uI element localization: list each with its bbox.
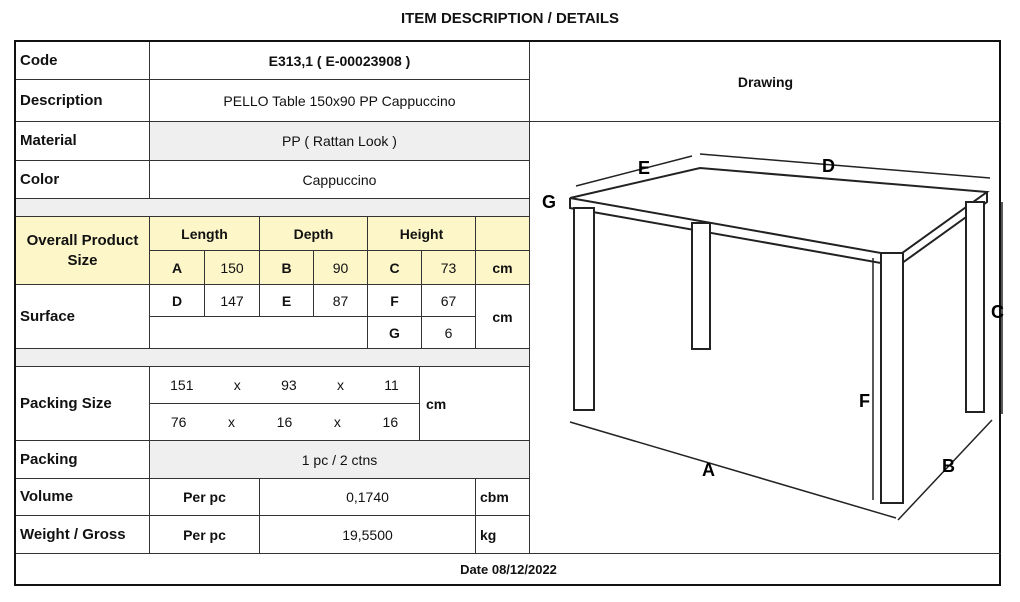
packing-row2-x2: x — [333, 414, 341, 430]
drawing-label-a: A — [702, 460, 715, 480]
overall-size-label-line2: Size — [67, 251, 98, 269]
weight-unit: kg — [476, 516, 530, 554]
drawing-label-f: F — [859, 391, 870, 411]
drawing-label-b: B — [942, 456, 955, 476]
dim-c-value: 73 — [422, 251, 476, 285]
height-header: Height — [368, 217, 476, 251]
dim-e-value: 87 — [314, 285, 368, 317]
packing-value: 1 pc / 2 ctns — [150, 441, 530, 479]
weight-per: Per pc — [150, 516, 260, 554]
dim-a-value: 150 — [205, 251, 260, 285]
description-label: Description — [16, 80, 150, 122]
packing-size-row-2 — [150, 404, 420, 441]
surface-label: Surface — [16, 285, 150, 349]
packing-label: Packing — [16, 441, 150, 479]
dim-c-label: C — [368, 251, 422, 285]
dim-g-value: 6 — [422, 317, 476, 349]
packing-size-label: Packing Size — [16, 367, 150, 441]
drawing-label-c: C — [991, 302, 1004, 322]
packing-row2-v1: 76 — [170, 414, 187, 430]
packing-size-unit: cm — [420, 367, 530, 441]
volume-label: Volume — [16, 479, 150, 516]
dim-b-value: 90 — [314, 251, 368, 285]
code-label: Code — [16, 42, 150, 80]
packing-row1-v1: 151 — [170, 377, 194, 393]
depth-header: Depth — [260, 217, 368, 251]
volume-unit: cbm — [476, 479, 530, 516]
drawing-label-e: E — [638, 158, 651, 178]
color-label: Color — [16, 161, 150, 199]
table-drawing — [530, 122, 1004, 554]
dim-f-label: F — [368, 285, 422, 317]
drawing-header: Drawing — [530, 42, 1001, 122]
packing-row2-v2: 16 — [276, 414, 293, 430]
dim-a-label: A — [150, 251, 205, 285]
date: Date 08/12/2022 — [460, 562, 557, 577]
dim-d-value: 147 — [205, 285, 260, 317]
page-title: ITEM DESCRIPTION / DETAILS — [400, 10, 620, 27]
weight-value: 19,5500 — [260, 516, 476, 554]
length-header: Length — [150, 217, 260, 251]
drawing-area — [530, 122, 1004, 554]
separator — [16, 349, 530, 367]
unit-header-blank — [476, 217, 530, 251]
code-value: E313,1 ( E-00023908 ) — [150, 42, 530, 80]
weight-label: Weight / Gross — [16, 516, 150, 554]
color-value: Cappuccino — [150, 161, 530, 199]
volume-value: 0,1740 — [260, 479, 476, 516]
packing-row2-v3: 16 — [382, 414, 399, 430]
dim-f-value: 67 — [422, 285, 476, 317]
separator — [16, 199, 530, 217]
material-label: Material — [16, 122, 150, 161]
dim-d-label: D — [150, 285, 205, 317]
details-table — [14, 40, 1004, 586]
drawing-label-d: D — [822, 156, 835, 176]
dim-g-label: G — [368, 317, 422, 349]
volume-per: Per pc — [150, 479, 260, 516]
surface-blank — [150, 317, 368, 349]
packing-size-row-1 — [150, 367, 420, 404]
packing-row1-v3: 11 — [384, 377, 399, 393]
packing-row1-v2: 93 — [281, 377, 297, 393]
overall-unit: cm — [476, 251, 530, 285]
dim-e-label: E — [260, 285, 314, 317]
packing-row1-x1: x — [233, 377, 241, 393]
packing-row1-x2: x — [336, 377, 344, 393]
overall-size-label-line1: Overall Product — [26, 231, 139, 249]
material-value: PP ( Rattan Look ) — [150, 122, 530, 161]
drawing-label-g: G — [542, 192, 557, 212]
surface-unit: cm — [476, 285, 530, 349]
dim-b-label: B — [260, 251, 314, 285]
description-value: PELLO Table 150x90 PP Cappuccino — [150, 80, 530, 122]
packing-row2-x1: x — [228, 414, 236, 430]
overall-size-label — [16, 217, 150, 285]
